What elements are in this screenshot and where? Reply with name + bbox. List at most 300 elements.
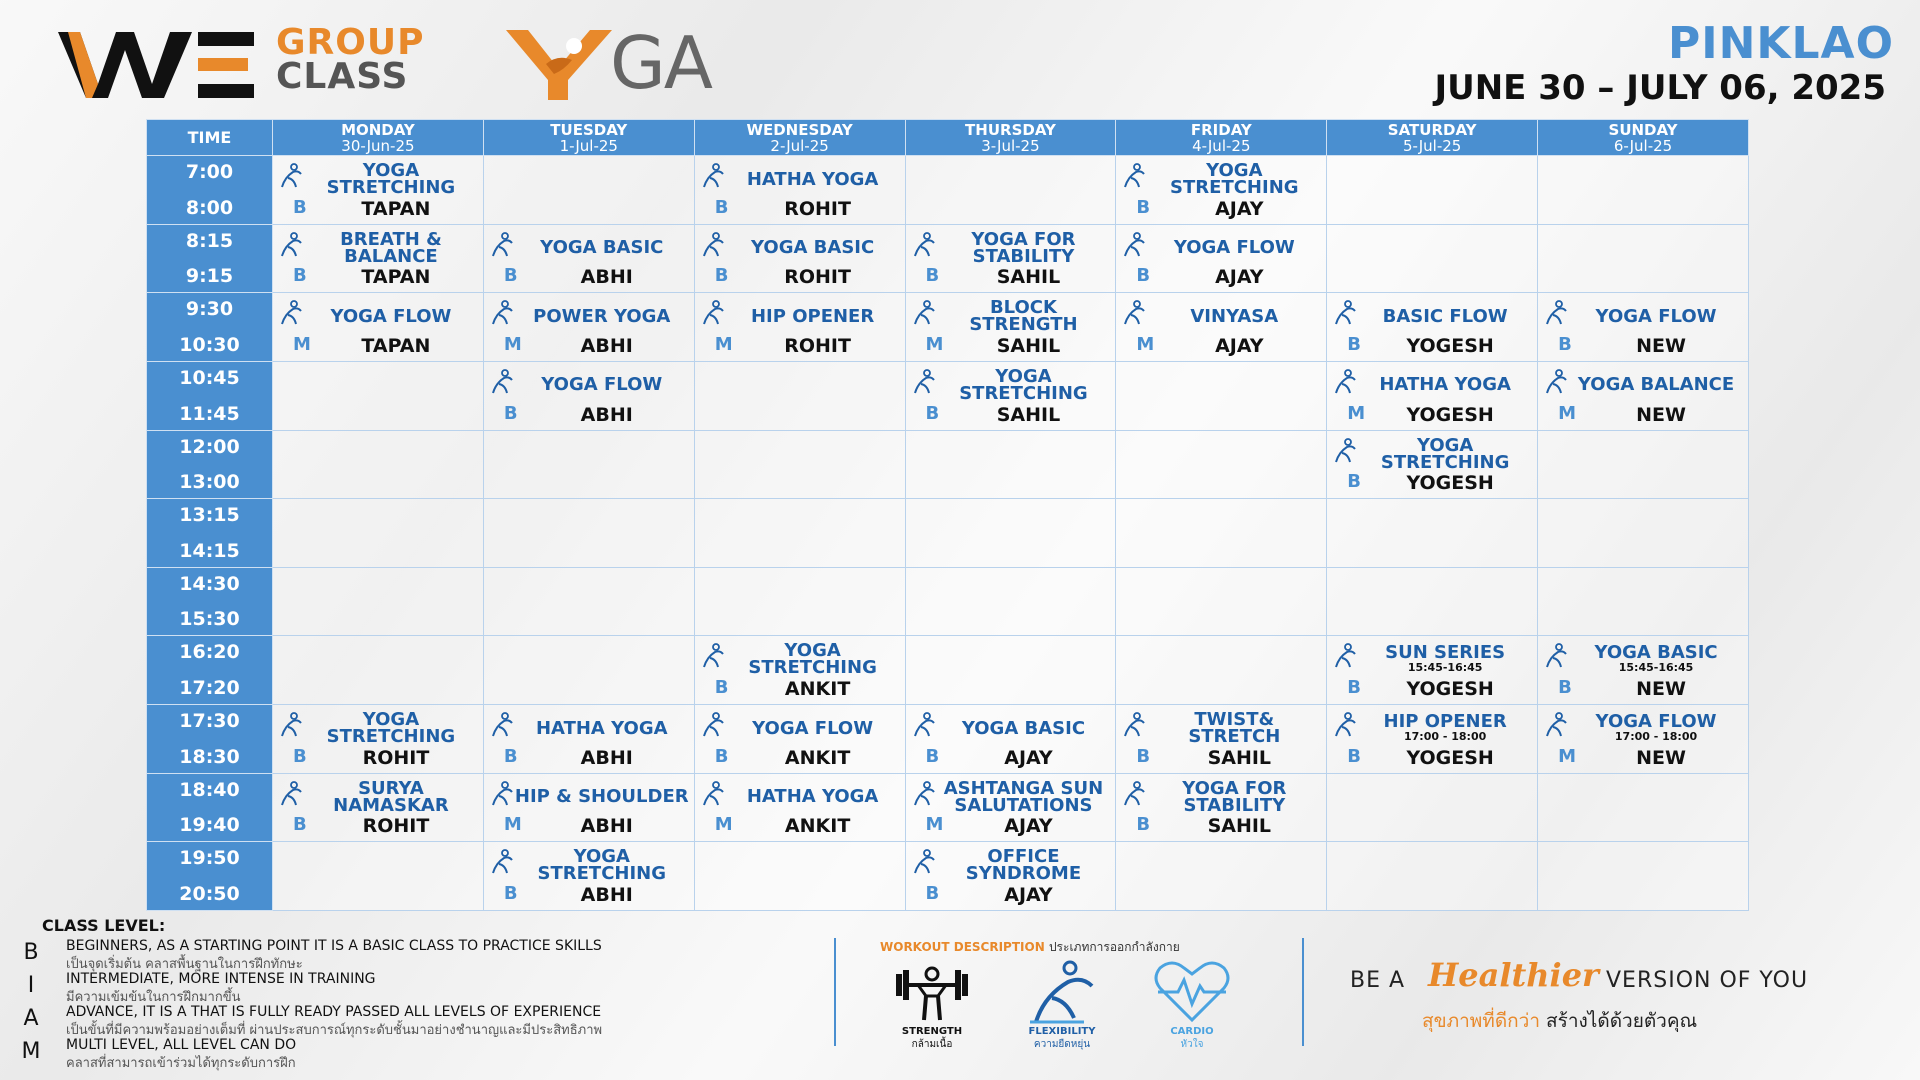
flexibility-icon [912,369,936,395]
empty-cell [1538,224,1749,293]
empty-cell [1116,361,1327,430]
class-name [514,776,690,818]
day-header [694,120,905,156]
empty-cell [1327,773,1538,842]
class-level: M [293,333,311,355]
class-cell [694,773,905,842]
class-name [936,844,1112,886]
instructor-name: SAHIL [1207,815,1272,838]
start-time: 17:30 [179,710,240,732]
flexibility-icon [1333,712,1357,738]
class-cell [1116,224,1327,293]
class-name [1568,295,1744,337]
level-description-en: BEGINNERS, AS A STARTING POINT IT IS A BASIC CLASS TO PRACTICE SKILLS [66,938,602,954]
instructor-name: ANKIT [784,678,851,700]
class-name [1357,364,1533,406]
instructor-name: SAHIL [996,266,1061,289]
class-title: SUN SERIES [1385,642,1506,664]
workout-title-th: ประเภทการออกกำลังกาย [1048,940,1180,954]
class-level: B [714,196,729,218]
class-name [725,158,901,200]
class-cell [905,773,1116,842]
start-time: 19:50 [179,847,240,870]
empty-cell [694,842,905,911]
instructor-name: SAHIL [996,403,1061,426]
instructor-name: AJAY [1215,266,1264,289]
flexibility-icon [1122,781,1146,807]
flexibility-icon [912,300,936,326]
class-entry[interactable] [484,842,694,910]
slogan-thai-orange: สุขภาพที่ดีกว่า [1422,1010,1541,1032]
class-name [303,227,479,269]
class-cell [273,156,484,225]
flexibility-icon [701,163,725,189]
class-entry[interactable] [484,225,694,293]
timetable-row [147,705,1749,774]
flexibility-icon [701,232,725,258]
empty-cell [1538,430,1749,499]
class-level: B [925,402,940,424]
class-entry[interactable] [1116,156,1326,224]
flexibility-icon [279,163,303,189]
class-level: B [714,265,729,287]
empty-cell [483,499,694,568]
start-time: 8:15 [185,229,234,252]
class-title: YOGA BASIC [540,237,664,259]
empty-cell [273,636,484,705]
day-date: 6-Jul-25 [1613,136,1673,155]
class-cell [483,293,694,362]
start-time: 10:45 [179,366,240,389]
class-level: M [714,333,733,355]
day-date: 4-Jul-25 [1192,136,1251,155]
class-title: YOGA BASIC [1594,642,1718,664]
empty-cell [694,499,905,568]
class-entry[interactable] [695,156,905,224]
level-description-en: INTERMEDIATE, MORE INTENSE IN TRAINING [66,971,376,987]
logo-group-text: GROUP [276,22,425,63]
day-header [1116,120,1327,156]
empty-cell [1116,499,1327,568]
class-level: B [1136,814,1151,836]
day-date: 2-Jul-25 [770,136,829,155]
level-description-th: คลาสที่สามารถเข้าร่วมได้ทุกระดับการฝึก [66,1056,296,1071]
class-cell [905,224,1116,293]
timetable-row [147,499,1749,568]
class-title: YOGA STRETCHING [326,709,456,747]
class-title: YOGA STRETCHING [1380,434,1510,473]
slogan-thai-dark: สร้างได้ด้วยตัวคุณ [1540,1010,1698,1032]
class-entry[interactable] [273,225,483,293]
class-cell [273,773,484,842]
instructor-name: ROHIT [362,746,430,769]
class-cell [483,842,694,911]
flexibility-icon [701,712,725,738]
class-time-note: 15:45-16:45 [1407,661,1483,675]
class-cell [1116,773,1327,842]
class-name [303,295,479,337]
empty-cell [905,430,1116,499]
workout-description [836,938,1304,1048]
start-time: 13:15 [179,504,240,527]
day-name: MONDAY [341,120,415,139]
timetable-row [147,430,1749,499]
empty-cell [1116,842,1327,911]
end-time: 19:40 [179,814,240,837]
end-time: 14:15 [179,539,240,562]
class-cell [1116,156,1327,225]
class-title: YOGA STRETCHING [537,846,667,885]
instructor-name: TAPAN [361,266,431,289]
time-slot-cell [147,567,273,636]
class-time-note: 17:00 - 18:00 [1614,730,1698,743]
flexibility-icon [701,643,725,669]
class-level: B [503,265,518,287]
class-name [514,364,690,406]
class-name [725,707,901,749]
class-entry[interactable] [1116,705,1326,773]
timetable-row [147,224,1749,293]
class-cell [1538,705,1749,774]
class-entry[interactable] [1538,705,1748,773]
end-time: 9:15 [185,265,234,288]
start-time: 9:30 [185,298,234,321]
class-cell [905,361,1116,430]
brand-logo [58,21,798,105]
flexibility-icon [1122,232,1146,258]
class-cell [483,773,694,842]
class-cell [1327,636,1538,705]
class-title: YOGA FLOW [1595,711,1717,732]
end-time: 17:20 [179,677,240,699]
class-entry[interactable] [484,293,694,361]
class-entry[interactable] [1538,293,1748,361]
class-cell [1116,705,1327,774]
class-entry[interactable] [1327,362,1537,430]
slogan-be-a: BE A [1350,968,1406,993]
day-name: SUNDAY [1608,120,1678,139]
workout-title-en: WORKOUT DESCRIPTION [880,940,1045,954]
empty-cell [483,567,694,636]
empty-cell [1538,773,1749,842]
class-cell [483,705,694,774]
instructor-name: AJAY [1004,815,1053,838]
flexibility-icon [1333,300,1357,326]
class-entry[interactable] [1116,225,1326,293]
class-entry[interactable] [906,293,1116,361]
class-level: M [714,814,733,836]
level-advance [20,1004,820,1037]
instructor-name: ABHI [580,815,633,838]
level-intermediate [20,971,820,1004]
class-cell [1538,293,1749,362]
class-cell [1538,361,1749,430]
time-slot-cell [147,773,273,842]
class-level: M [1558,745,1576,767]
class-level: B [1347,677,1361,698]
instructor-name: ANKIT [784,746,851,769]
class-title: YOGA FLOW [541,374,663,396]
strength-label: STRENGTH [901,1026,963,1037]
class-title: HATHA YOGA [535,717,668,739]
flexibility-label: FLEXIBILITY [1028,1026,1096,1037]
class-title: YOGA BASIC [751,237,875,259]
day-name: FRIDAY [1190,120,1252,139]
class-entry[interactable] [906,705,1116,773]
class-title: HATHA YOGA [746,786,879,808]
instructor-name: SAHIL [1207,746,1272,769]
strength-icon [892,960,972,1024]
empty-cell [1538,499,1749,568]
flexibility-icon [1544,643,1568,669]
flexibility-icon [701,300,725,326]
empty-cell [273,430,484,499]
class-entry[interactable] [273,156,483,224]
empty-cell [483,156,694,225]
class-name [514,295,690,337]
class-entry[interactable] [1538,636,1748,704]
class-level: B [293,814,307,836]
class-entry[interactable] [695,225,905,293]
timetable-row [147,361,1749,430]
class-name [1357,707,1533,749]
class-name [303,776,479,818]
class-title: HATHA YOGA [746,168,879,190]
class-entry[interactable] [484,705,694,773]
instructor-name: AJAY [1004,884,1053,906]
empty-cell [1116,430,1327,499]
flexibility-icon [1022,960,1102,1024]
instructor-name: ANKIT [784,815,851,838]
empty-cell [905,567,1116,636]
class-title: YOGA BALANCE [1577,374,1735,396]
time-column-header: TIME [147,120,273,156]
empty-cell [1327,499,1538,568]
flexibility-icon [701,781,725,807]
class-entry[interactable] [1327,705,1537,773]
class-title: YOGA STRETCHING [959,365,1088,404]
yoga-pose-y-icon [498,24,618,102]
class-name [936,295,1112,337]
class-entry[interactable] [273,774,483,842]
instructor-name: ROHIT [362,815,430,838]
empty-cell [694,361,905,430]
time-slot-cell [147,156,273,225]
class-name [1568,638,1744,680]
class-level: B [1136,265,1151,287]
flexibility-icon [1544,300,1568,326]
timetable-row [147,293,1749,362]
instructor-name: ABHI [580,884,633,906]
start-time: 12:00 [179,435,240,458]
flexibility-icon [279,300,303,326]
slogan-version: VERSION OF YOU [1606,968,1809,993]
class-level: B [1558,677,1572,698]
class-entry[interactable] [484,362,694,430]
empty-cell [694,430,905,499]
class-entry[interactable] [695,636,905,704]
logo-yoga-text: GA [610,21,712,105]
timetable-row [147,156,1749,225]
class-name [936,707,1112,749]
flexibility-icon [490,781,514,807]
class-title: VINYASA [1190,305,1279,327]
class-level: B [1347,471,1361,493]
class-level: B [503,745,518,767]
empty-cell [1327,567,1538,636]
end-time: 15:30 [179,608,240,631]
class-entry[interactable] [1327,636,1537,704]
class-title: HIP OPENER [750,305,875,327]
branch-name: PINKLAO [1667,18,1894,69]
flexibility-icon [1333,643,1357,669]
class-cell [905,842,1116,911]
class-level: M [503,333,522,355]
class-entry[interactable] [906,774,1116,842]
class-title: YOGA BASIC [961,717,1086,739]
level-beginner [20,938,820,971]
class-cell [1327,430,1538,499]
empty-cell [1327,224,1538,293]
start-time: 16:20 [179,641,240,664]
class-entry[interactable] [695,293,905,361]
class-name [514,227,690,269]
class-entry[interactable] [1116,774,1326,842]
flexibility-icon [490,712,514,738]
class-entry[interactable] [273,293,483,361]
class-entry[interactable] [906,842,1116,910]
level-multi [20,1037,820,1070]
class-entry[interactable] [695,774,905,842]
class-entry[interactable] [1327,431,1537,499]
class-level: B [714,745,729,767]
class-level: B [1347,745,1361,767]
class-entry[interactable] [906,362,1116,430]
flexibility-icon [279,712,303,738]
day-name: TUESDAY [550,120,628,139]
class-entry[interactable] [906,225,1116,293]
workout-flexibility [1012,960,1112,1050]
end-time: 11:45 [179,402,240,425]
class-cell [1327,361,1538,430]
day-header [273,120,484,156]
class-cell [1538,636,1749,705]
instructor-name: ROHIT [784,334,851,357]
instructor-name: NEW [1636,678,1686,700]
level-description-en: MULTI LEVEL, ALL LEVEL CAN DO [66,1037,297,1053]
class-title: POWER YOGA [533,305,671,327]
flexibility-icon [1333,438,1357,464]
cardio-icon [1150,960,1234,1024]
class-level: B [503,883,518,904]
day-header [905,120,1116,156]
cardio-label-th: หัวใจ [1180,1039,1204,1050]
class-level: B [1136,196,1151,218]
instructor-name: AJAY [1215,197,1264,220]
class-title: HATHA YOGA [1379,374,1511,396]
class-level: B [714,677,729,698]
day-header [483,120,694,156]
level-letter: I [27,973,35,998]
class-entry[interactable] [1327,293,1537,361]
workout-description-title [880,938,1180,957]
class-level: M [925,333,944,355]
logo-class-text: CLASS [276,56,409,97]
class-name [1357,638,1533,680]
level-description-th: เป็นขั้นที่มีความพร้อมอย่างเต็มที่ ผ่านประสบการณ์ทุกระดับชั้นมาอย่างชำนาญและมีประสิทธิภาพ [66,1023,603,1038]
class-entry[interactable] [1538,362,1748,430]
flexibility-icon [279,781,303,807]
class-title: YOGA STRETCHING [326,160,456,198]
class-name [1357,433,1533,475]
instructor-name: NEW [1636,334,1686,357]
flexibility-icon [912,849,936,875]
workout-cardio [1142,960,1242,1050]
empty-cell [905,636,1116,705]
class-level: B [293,265,307,287]
timetable-row [147,567,1749,636]
class-level: B [293,196,307,218]
class-name [936,227,1112,269]
class-title: SURYA NAMASKAR [333,777,449,816]
class-entry[interactable] [484,774,694,842]
instructor-name: TAPAN [361,197,431,220]
end-time: 20:50 [179,883,240,905]
class-time-note: 15:45-16:45 [1618,661,1694,675]
class-name [1146,158,1322,200]
empty-cell [1116,567,1327,636]
start-time: 7:00 [185,161,234,183]
class-entry[interactable] [273,705,483,773]
timetable-row [147,842,1749,911]
slogan [1346,956,1886,1042]
level-description-th: มีความเข้มข้นในการฝึกมากขึ้น [66,990,241,1005]
empty-cell [905,156,1116,225]
instructor-name: ABHI [580,746,633,769]
class-entry[interactable] [1116,293,1326,361]
class-title: BREATH & BALANCE [340,228,442,267]
class-name [303,158,479,200]
day-name: SATURDAY [1387,120,1477,139]
flexibility-icon [1333,369,1357,395]
workout-strength [882,960,982,1050]
flexibility-icon [912,232,936,258]
timetable-row [147,636,1749,705]
class-cell [483,224,694,293]
flexibility-icon [490,849,514,875]
class-title: HIP & SHOULDER [514,786,689,808]
class-title: BASIC FLOW [1382,305,1508,327]
time-slot-cell [147,636,273,705]
flexibility-icon [1544,712,1568,738]
legend-title: CLASS LEVEL: [42,916,166,935]
flexibility-icon [1544,369,1568,395]
level-letter: B [23,940,39,965]
class-level: M [503,814,522,836]
empty-cell [905,499,1116,568]
class-entry[interactable] [695,705,905,773]
empty-cell [694,567,905,636]
we-logo-mark [58,28,258,100]
class-name [936,364,1112,406]
flexibility-icon [912,781,936,807]
empty-cell [1538,156,1749,225]
class-title: TWIST& STRETCH [1188,709,1281,747]
day-header [1538,120,1749,156]
slogan-healthier: Healthier [1428,956,1599,994]
empty-cell [483,430,694,499]
class-cell [1327,705,1538,774]
